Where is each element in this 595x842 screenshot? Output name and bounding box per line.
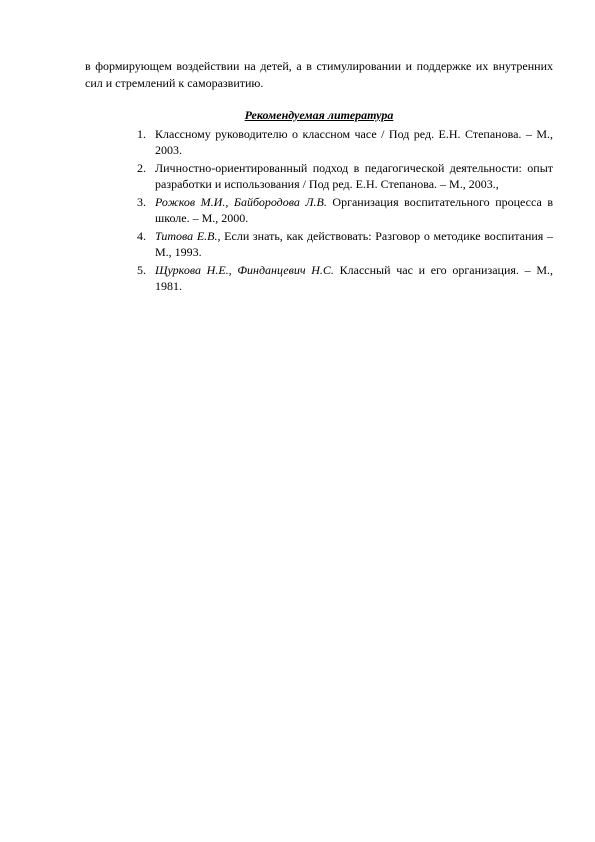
- reference-text: Классный час и его организация. – М., 1981.: [155, 263, 553, 293]
- reference-item: [137, 262, 553, 294]
- reference-number: 4.: [137, 229, 146, 243]
- reference-item: [137, 228, 553, 260]
- reference-text: Если знать, как действовать: Разговор о методике воспитания – М., 1993.: [155, 229, 553, 259]
- reference-author: Рожков М.И., Байбородова Л.В.: [155, 195, 327, 209]
- reference-text: Личностно-ориентированный подход в педагогической деятельности: опыт разработки и использования / Под ред. Е.Н. Степанова. – М., 2003.,: [155, 161, 553, 191]
- reference-item: [137, 194, 553, 226]
- reference-item: [137, 160, 553, 192]
- reference-number: 2.: [137, 161, 146, 175]
- references-list: [137, 126, 553, 296]
- reference-author: Щуркова Н.Е., Финданцевич Н.С.: [155, 263, 334, 277]
- reference-number: 5.: [137, 263, 146, 277]
- reference-number: 3.: [137, 195, 146, 209]
- intro-paragraph: в формирующем воздействии на детей, а в стимулировании и поддержке их внутренних сил и стремлений к саморазвитию.: [85, 59, 553, 90]
- reference-text: Организация воспитательного процесса в школе. – М., 2000.: [155, 195, 553, 225]
- references-heading: Рекомендуемая литература: [244, 108, 394, 122]
- reference-text: Классному руководителю о классном часе / Под ред. Е.Н. Степанова. – М., 2003.: [155, 127, 553, 157]
- reference-item: [137, 126, 553, 158]
- reference-author: Титова Е.В.,: [155, 229, 221, 243]
- reference-number: 1.: [137, 127, 146, 141]
